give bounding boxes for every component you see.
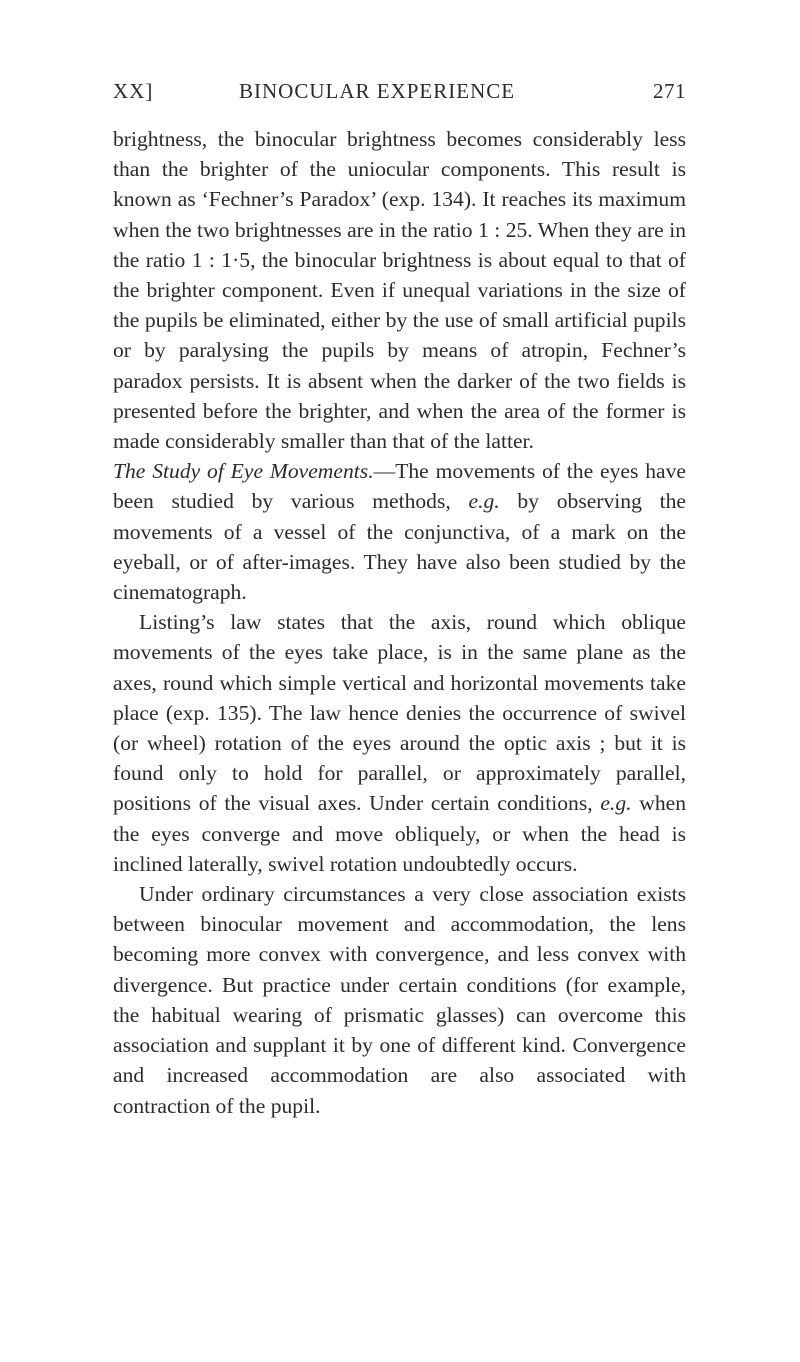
chapter-number: XX]	[113, 79, 154, 103]
paragraph-text: —The movements of the eyes have been studied by various methods,	[113, 459, 686, 514]
paragraph-text: Listing’s law states that the axis, round which oblique movements of the eyes take place, is in the same plane as the axes, round which simple vertical and horizontal movements take place (exp. 135). The law hence denies the occurrence of swivel (or wheel) rotation of the eyes around the optic axis ; but it is found only to hold for parallel, or approximately parallel, positions of the visual axes. Under certain conditions,	[113, 610, 686, 816]
paragraph-listings-law	[113, 607, 686, 879]
body-text	[113, 124, 686, 1121]
abbreviation-eg: e.g.	[600, 791, 632, 816]
paragraph-text: by observing the movements of a vessel of the conjunctiva, of a mark on the eyeball, or of after-images. They have also been studied by the cinematograph.	[113, 489, 686, 605]
paragraph-fechner-paradox: brightness, the binocular brightness becomes considerably less than the brighter of the uniocular components. This result is known as ‘Fechner’s Paradox’ (exp. 134). It reaches its maximum when the two brightnesses are in the ratio 1 : 25. When they are in the ratio 1 : 1·5, the binocular brightness is about equal to that of the brighter component. Even if unequal variations in the size of the pupils be eliminated, either by the use of small artificial pupils or by paralysing the pupils by means of atropin, Fechner’s paradox persists. It is absent when the darker of the two fields is presented before the brighter, and when the area of the former is made considerably smaller than that of the latter.	[113, 127, 686, 454]
page-number: 271	[653, 79, 686, 103]
chapter-title: BINOCULAR EXPERIENCE	[239, 79, 516, 103]
section-heading-eye-movements: The Study of Eye Movements.	[113, 459, 374, 484]
paragraph-text: when the eyes converge and move obliquely, or when the head is inclined laterally, swivel rotation undoubtedly occurs.	[113, 791, 686, 876]
paragraph-eye-movements	[113, 456, 686, 607]
paragraph-accommodation: Under ordinary circumstances a very close association exists between binocular movement and accommodation, the lens becoming more convex with convergence, and less convex with divergence. But practice under certain conditions (for example, the habitual wearing of prismatic glasses) can overcome this association and supplant it by one of different kind. Convergence and increased accommodation are also associated with contraction of the pupil.	[113, 882, 686, 1118]
abbreviation-eg: e.g.	[468, 489, 500, 514]
running-head	[113, 79, 686, 109]
